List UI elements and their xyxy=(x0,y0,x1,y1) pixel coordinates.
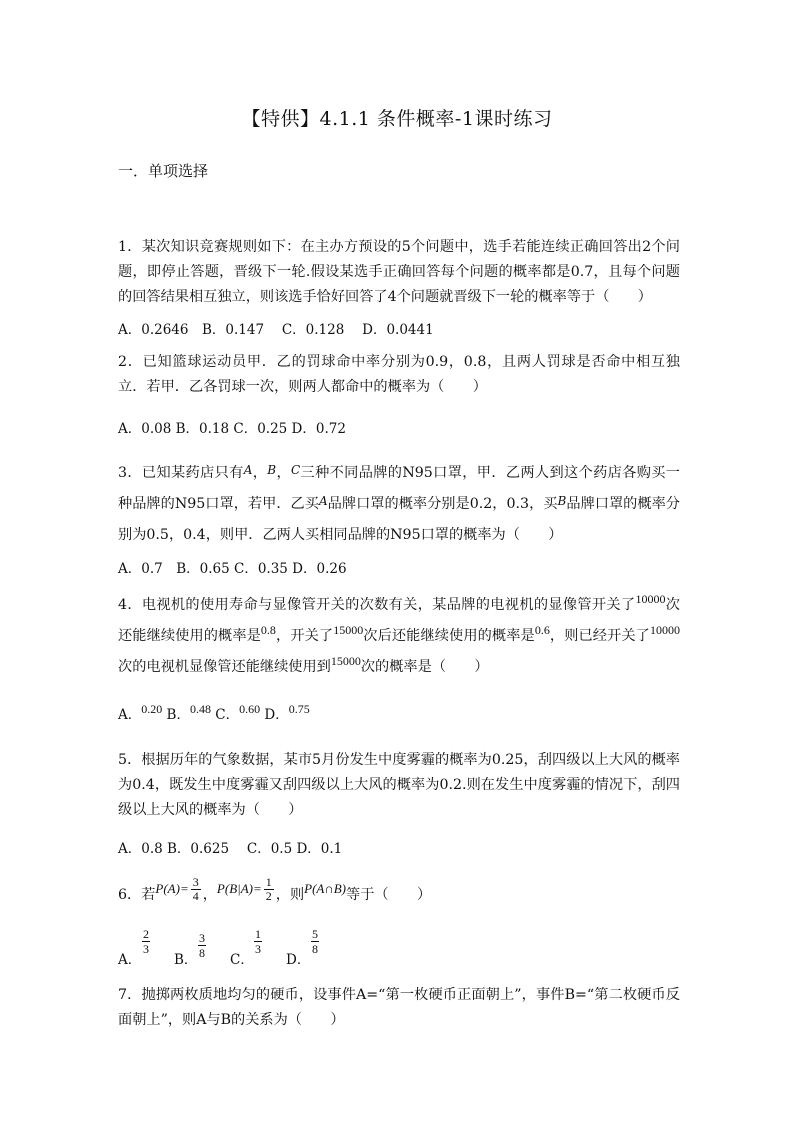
question-4-text: 次的概率是（ ） xyxy=(360,659,489,675)
option-d-value: 0.75 xyxy=(288,702,310,716)
fraction-denominator: 3 xyxy=(255,942,261,956)
question-3-text: 品牌口罩的概率分别是0.2，0.3，买 xyxy=(327,496,558,512)
option-b-value: 0.48 xyxy=(189,702,211,716)
math-expression: P(A∩B) xyxy=(304,881,347,896)
question-2-options: A．0.08 B．0.18 C．0.25 D．0.72 xyxy=(118,421,346,437)
question-3-text: 三种不同品牌的N95口罩，甲．乙两人到这个药店各购买一种品牌的N95口罩，若甲．乙买 xyxy=(118,465,680,512)
question-6-text: 6．若 xyxy=(118,887,156,903)
page-title: 【特供】4.1.1 条件概率-1课时练习 xyxy=(241,108,553,130)
question-5-options: A．0.8 B．0.625 C．0.5 D．0.1 xyxy=(118,841,343,857)
fraction-numerator: 3 xyxy=(199,931,205,945)
question-5: 5．根据历年的气象数据，某市5月份发生中度雾霾的概率为0.25，刮四级以上大风的概率为0.4，既发生中度雾霾又刮四级以上大风的概率为0.2.则在发生中度雾霾的情况下，刮四级以上大风的概率为（ ） xyxy=(118,752,680,818)
option-a-label: A． xyxy=(118,952,142,968)
math-var-b: B xyxy=(557,494,567,508)
section-heading: 一．单项选择 xyxy=(118,162,209,180)
fraction-numerator: 3 xyxy=(192,874,199,889)
fraction-numerator: 1 xyxy=(265,874,272,889)
question-4-text: ，开关了 xyxy=(275,628,334,644)
question-3-options: A．0.7 B．0.65 C．0.35 D．0.26 xyxy=(118,561,347,577)
question-4 xyxy=(118,590,680,683)
separator: ， xyxy=(276,465,292,481)
question-6-text: 等于（ ） xyxy=(346,887,432,903)
option-d-label: D． xyxy=(286,952,311,968)
question-4-text: ，则已经开关了 xyxy=(549,628,650,644)
option-b-fraction xyxy=(198,931,206,960)
question-3-text: 品牌口罩的概率分别为0.5，0.4，则甲．乙两人买相同品牌的N95口罩的概率为（ ） xyxy=(118,496,680,543)
math-number: 15000 xyxy=(330,654,361,668)
fraction xyxy=(264,876,274,903)
math-number: 10000 xyxy=(635,592,666,606)
math-number: 0.8 xyxy=(260,623,276,637)
question-4-text: 次还能继续使用的概率是 xyxy=(118,597,680,644)
math-var-c: C xyxy=(291,463,301,477)
option-c-label: C． xyxy=(210,707,240,723)
fraction-denominator: 8 xyxy=(199,946,205,960)
option-b-label: B． xyxy=(174,952,198,968)
fraction-denominator: 3 xyxy=(143,942,149,956)
question-4-text: 次后还能继续使用的概率是 xyxy=(363,628,535,644)
question-6 xyxy=(118,874,680,912)
question-3 xyxy=(118,458,680,551)
math-var-a: A xyxy=(243,463,253,477)
fraction-denominator: 2 xyxy=(265,888,272,903)
question-3-text: 3．已知某药店只有 xyxy=(118,465,244,481)
fraction-denominator: 8 xyxy=(312,942,318,956)
option-c-label: C． xyxy=(230,952,254,968)
math-number: 10000 xyxy=(649,623,680,637)
math-expression: P(A)= xyxy=(155,881,189,896)
option-a-fraction xyxy=(142,927,150,956)
fraction-numerator: 5 xyxy=(312,927,318,941)
option-a-label: A． xyxy=(118,707,142,723)
fraction-numerator: 1 xyxy=(255,927,261,941)
option-c-value: 0.60 xyxy=(239,702,261,716)
question-1-options: A．0.2646 B．0.147 C．0.128 D．0.0441 xyxy=(118,322,434,338)
fraction-numerator: 2 xyxy=(143,927,149,941)
question-2: 2．已知篮球运动员甲．乙的罚球命中率分别为0.9，0.8，且两人罚球是否命中相互独立．若甲．乙各罚球一次，则两人都命中的概率为（ ） xyxy=(118,354,680,395)
option-d-fraction xyxy=(311,927,319,956)
fraction-denominator: 4 xyxy=(192,888,199,903)
separator: ， xyxy=(252,465,268,481)
question-1: 1．某次知识竞赛规则如下：在主办方预设的5个问题中，选手若能连续正确回答出2个问题，即停止答题，晋级下一轮.假设某选手正确回答每个问题的概率都是0.7，且每个问题的回答结果相互独立，则该选手恰好回答了4个问题就晋级下一轮的概率等于（ ） xyxy=(118,239,680,305)
question-4-options xyxy=(118,703,310,723)
option-a-value: 0.20 xyxy=(141,702,163,716)
math-var-b: B xyxy=(267,463,277,477)
question-4-text: 4．电视机的使用寿命与显像管开关的次数有关，某品牌的电视机的显像管开关了 xyxy=(118,597,636,613)
fraction xyxy=(191,876,201,903)
separator: ， xyxy=(202,887,217,903)
math-number: 0.6 xyxy=(534,623,550,637)
option-d-label: D． xyxy=(260,707,289,723)
question-4-text: 次的电视机显像管还能继续使用到 xyxy=(118,659,331,675)
option-c-fraction xyxy=(254,927,262,956)
math-var-a: A xyxy=(318,494,328,508)
question-6-text: ，则 xyxy=(275,887,305,903)
math-expression: P(B|A)= xyxy=(216,881,262,896)
option-b-label: B． xyxy=(162,707,190,723)
math-number: 15000 xyxy=(333,623,364,637)
question-7: 7．抛掷两枚质地均匀的硬币，设事件A=“第一枚硬币正面朝上”，事件B=“第二枚硬币反面朝上”，则A与B的关系为（ ） xyxy=(118,987,680,1028)
